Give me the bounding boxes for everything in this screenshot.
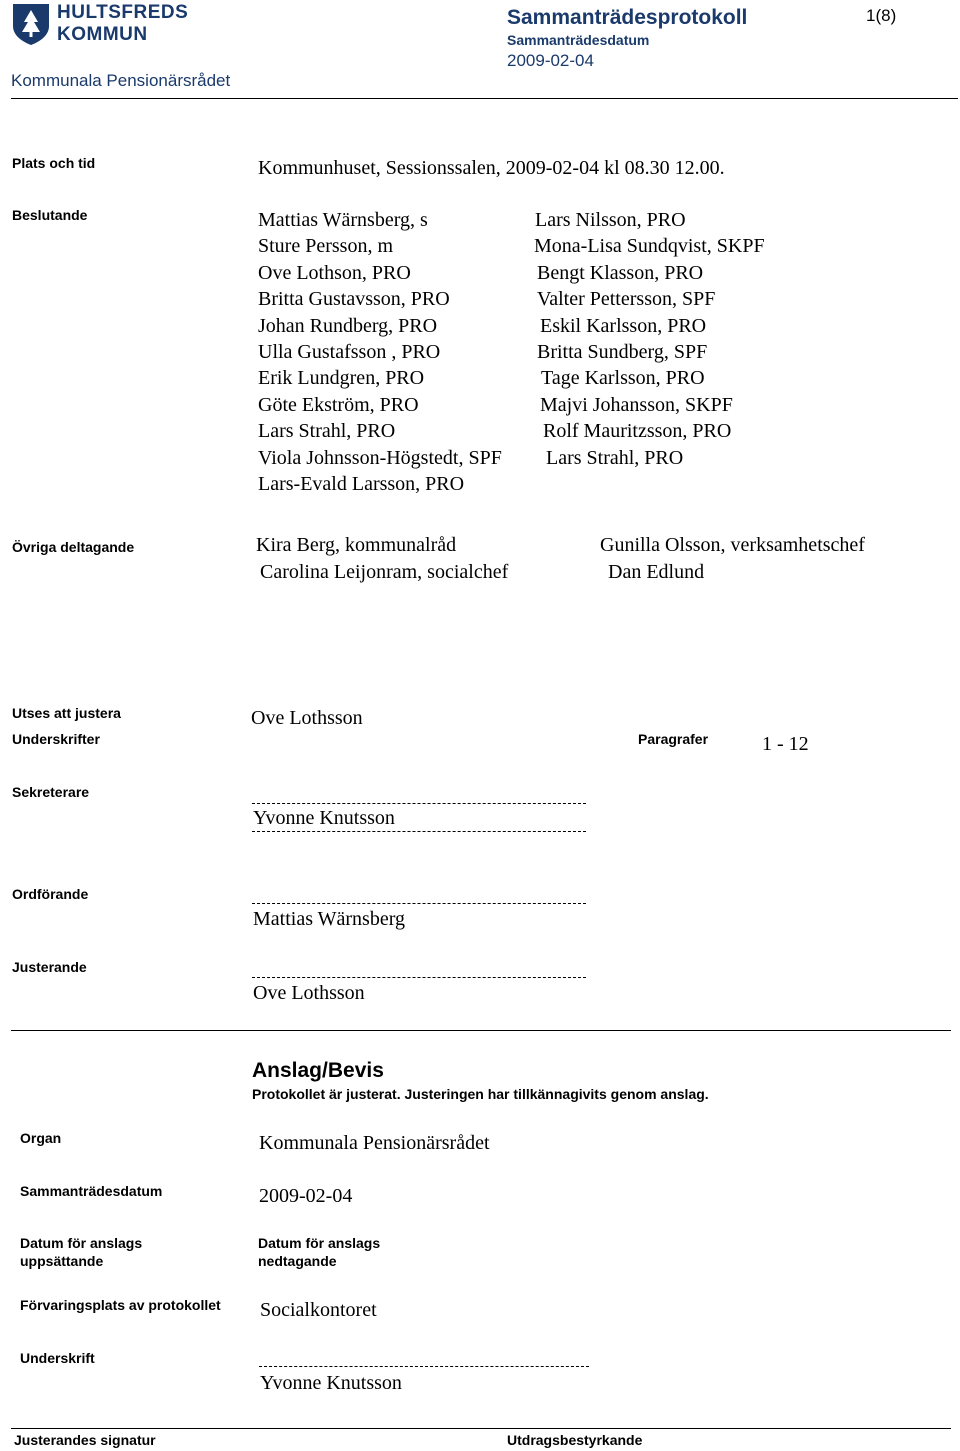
justerande-label: Justerande xyxy=(12,959,87,975)
beslutande-right-8: Rolf Mauritzsson, PRO xyxy=(543,420,732,442)
header-body-name: Kommunala Pensionärsrådet xyxy=(11,71,231,90)
beslutande-left-2: Ove Lothson, PRO xyxy=(258,262,411,284)
beslutande-right-0: Lars Nilsson, PRO xyxy=(535,209,686,231)
sammantradesdatum-label: Sammanträdesdatum xyxy=(20,1183,163,1199)
sekreterare-label: Sekreterare xyxy=(12,784,90,800)
beslutande-right-2: Bengt Klasson, PRO xyxy=(537,262,704,284)
beslutande-left-4: Johan Rundberg, PRO xyxy=(258,315,438,337)
ovriga-left-0: Kira Berg, kommunalråd xyxy=(256,534,457,556)
underskrift-signature-line xyxy=(259,1366,589,1367)
beslutande-left-10: Lars-Evald Larsson, PRO xyxy=(258,473,465,495)
beslutande-right-3: Valter Pettersson, SPF xyxy=(537,288,716,310)
utses-value: Ove Lothsson xyxy=(251,707,363,729)
beslutande-left-7: Göte Ekström, PRO xyxy=(258,394,419,416)
sekreterare-value: Yvonne Knutsson xyxy=(253,807,395,829)
justerande-signature-line xyxy=(252,977,586,978)
ovriga-label: Övriga deltagande xyxy=(12,539,135,555)
utses-label: Utses att justera xyxy=(12,705,121,721)
beslutande-left-6: Erik Lundgren, PRO xyxy=(258,367,425,389)
ovriga-right-1: Dan Edlund xyxy=(608,561,705,583)
header-date-label: Sammanträdesdatum xyxy=(507,32,650,48)
ordforande-signature-line xyxy=(252,903,586,904)
footer-justerandes-signatur: Justerandes signatur xyxy=(14,1432,156,1448)
beslutande-left-8: Lars Strahl, PRO xyxy=(258,420,396,442)
underskrift-label: Underskrift xyxy=(20,1350,95,1366)
plats-label: Plats och tid xyxy=(12,155,96,171)
plats-value: Kommunhuset, Sessionssalen, 2009-02-04 kl 08.30 12.00. xyxy=(258,157,725,179)
beslutande-left-1: Sture Persson, m xyxy=(258,235,393,257)
logo-line-1: HULTSFREDS xyxy=(57,2,189,23)
ovriga-left-1: Carolina Leijonram, socialchef xyxy=(260,561,509,583)
sammantradesdatum-value: 2009-02-04 xyxy=(259,1185,353,1207)
beslutande-left-9: Viola Johnsson-Högstedt, SPF xyxy=(258,447,502,469)
forvaring-value: Socialkontoret xyxy=(260,1299,377,1321)
document-title: Sammanträdesprotokoll xyxy=(507,6,748,29)
organ-value: Kommunala Pensionärsrådet xyxy=(259,1132,490,1154)
nedtagande-label-2: nedtagande xyxy=(258,1253,337,1269)
kommun-logo xyxy=(11,2,189,46)
beslutande-right-5: Britta Sundberg, SPF xyxy=(537,341,708,363)
forvaring-label: Förvaringsplats av protokollet xyxy=(20,1297,221,1313)
beslutande-right-1: Mona-Lisa Sundqvist, SKPF xyxy=(534,235,765,257)
beslutande-right-7: Majvi Johansson, SKPF xyxy=(540,394,733,416)
uppsattande-label-1: Datum för anslags xyxy=(20,1235,143,1251)
header-rule xyxy=(11,98,958,99)
ordforande-value: Mattias Wärnsberg xyxy=(253,908,406,930)
beslutande-right-4: Eskil Karlsson, PRO xyxy=(540,315,707,337)
logo-line-2: KOMMUN xyxy=(57,24,148,45)
anslag-title: Anslag/Bevis xyxy=(252,1059,384,1082)
beslutande-right-9: Lars Strahl, PRO xyxy=(546,447,684,469)
uppsattande-label-2: uppsättande xyxy=(20,1253,104,1269)
beslutande-label: Beslutande xyxy=(12,207,88,223)
sekreterare-signature-line xyxy=(252,803,586,804)
justerande-value: Ove Lothsson xyxy=(253,982,365,1004)
ordforande-label: Ordförande xyxy=(12,886,89,902)
footer-rule xyxy=(11,1428,951,1429)
section-rule xyxy=(11,1030,951,1031)
ovriga-right-0: Gunilla Olsson, verksamhetschef xyxy=(600,534,865,556)
sekreterare-underline xyxy=(252,831,586,832)
header-date-value: 2009-02-04 xyxy=(507,51,594,70)
underskrift-value: Yvonne Knutsson xyxy=(260,1372,402,1394)
paragrafer-value: 1 - 12 xyxy=(762,733,809,755)
beslutande-right-6: Tage Karlsson, PRO xyxy=(541,367,705,389)
anslag-subtitle: Protokollet är justerat. Justeringen har tillkännagivits genom anslag. xyxy=(252,1086,709,1102)
beslutande-left-3: Britta Gustavsson, PRO xyxy=(258,288,450,310)
page-number: 1(8) xyxy=(866,6,897,25)
nedtagande-label-1: Datum för anslags xyxy=(258,1235,381,1251)
organ-label: Organ xyxy=(20,1130,62,1146)
paragrafer-label: Paragrafer xyxy=(638,731,709,747)
underskrifter-label: Underskrifter xyxy=(12,731,100,747)
beslutande-left-5: Ulla Gustafsson , PRO xyxy=(258,341,441,363)
coat-of-arms-icon xyxy=(11,2,51,46)
beslutande-left-0: Mattias Wärnsberg, s xyxy=(258,209,428,231)
footer-utdragsbestyrkande: Utdragsbestyrkande xyxy=(507,1432,643,1448)
